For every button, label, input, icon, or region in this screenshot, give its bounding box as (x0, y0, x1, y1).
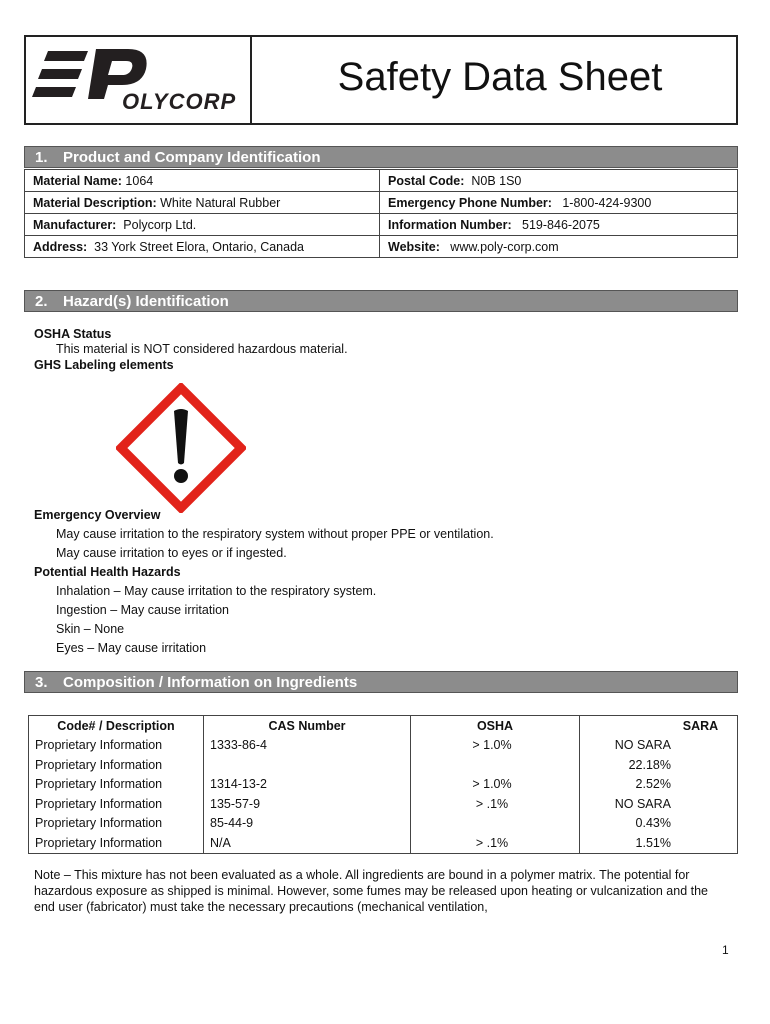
manufacturer-cell: Manufacturer: Polycorp Ltd. (25, 214, 380, 236)
title-cell (252, 37, 736, 123)
section-1-header (24, 146, 738, 168)
table-cell (411, 814, 580, 834)
information-number-cell: Information Number: 519-846-2075 (380, 214, 738, 236)
osha-status-heading: OSHA Status (34, 327, 112, 341)
document-header (24, 35, 738, 125)
health-line: Skin – None (56, 622, 125, 636)
polycorp-logo-icon (26, 37, 246, 123)
column-header: Code# / Description (29, 716, 204, 736)
table-cell: 135-57-9 (204, 794, 411, 814)
table-cell: Proprietary Information (29, 833, 204, 853)
table-cell: Proprietary Information (29, 775, 204, 795)
table-row (29, 833, 738, 853)
table-cell: 1.51% (580, 833, 738, 853)
table-cell: 22.18% (580, 755, 738, 775)
health-line: Ingestion – May cause irritation (56, 603, 230, 617)
table-cell (411, 755, 580, 775)
section-number: 2. (35, 293, 48, 310)
address-cell: Address: 33 York Street Elora, Ontario, Canada (25, 236, 380, 258)
page-number: 1 (722, 943, 729, 957)
emergency-line: May cause irritation to eyes or if ingested. (56, 546, 287, 560)
page-title: Safety Data Sheet (337, 54, 663, 99)
exclamation-mark-icon (116, 383, 246, 513)
osha-status-text: This material is NOT considered hazardous material. (56, 342, 348, 356)
table-row (29, 736, 738, 756)
section-3-header (24, 671, 738, 693)
table-row (29, 755, 738, 775)
table-cell: Proprietary Information (29, 814, 204, 834)
section-2-header (24, 290, 738, 312)
table-cell: Proprietary Information (29, 755, 204, 775)
postal-code-cell: Postal Code: N0B 1S0 (380, 170, 738, 192)
table-row (25, 192, 738, 214)
table-cell: > 1.0% (411, 736, 580, 756)
website-cell: Website: www.poly-corp.com (380, 236, 738, 258)
table-cell: 1333-86-4 (204, 736, 411, 756)
health-line: Inhalation – May cause irritation to the respiratory system. (56, 584, 377, 598)
table-cell: > .1% (411, 794, 580, 814)
table-row (25, 170, 738, 192)
table-cell: > 1.0% (411, 775, 580, 795)
table-cell: Proprietary Information (29, 794, 204, 814)
section-title: Hazard(s) Identification (63, 293, 229, 310)
section-title: Composition / Information on Ingredients (63, 674, 358, 691)
table-cell (204, 755, 411, 775)
table-cell: 1314-13-2 (204, 775, 411, 795)
emergency-overview-heading: Emergency Overview (34, 508, 161, 522)
table-cell: N/A (204, 833, 411, 853)
ghs-heading: GHS Labeling elements (34, 358, 174, 372)
table-cell: Proprietary Information (29, 736, 204, 756)
table-cell: > .1% (411, 833, 580, 853)
table-cell: 2.52% (580, 775, 738, 795)
table-row (29, 814, 738, 834)
table-row (25, 214, 738, 236)
composition-note: Note – This mixture has not been evaluated as a whole. All ingredients are bound in a polymer matrix. The potential for hazardous exposure as shipped is minimal. However, some fumes may be released upon heating or vulcanization and the end user (fabricator) must take the necessary precautions (mechanical ventilation, (34, 868, 708, 914)
table-cell: 85-44-9 (204, 814, 411, 834)
material-description-cell: Material Description: White Natural Rubber (25, 192, 380, 214)
health-line: Eyes – May cause irritation (56, 641, 207, 655)
table-cell: NO SARA (580, 736, 738, 756)
section-number: 1. (35, 149, 48, 166)
table-cell: 0.43% (580, 814, 738, 834)
column-header: SARA (580, 716, 738, 736)
material-name-cell: Material Name: 1064 (25, 170, 380, 192)
table-row (29, 794, 738, 814)
column-header: OSHA (411, 716, 580, 736)
health-hazards-heading: Potential Health Hazards (34, 565, 181, 579)
svg-text:OLYCORP: OLYCORP (122, 89, 237, 114)
composition-table (28, 715, 738, 854)
emergency-phone-cell: Emergency Phone Number: 1-800-424-9300 (380, 192, 738, 214)
company-logo (26, 37, 252, 123)
emergency-line: May cause irritation to the respiratory system without proper PPE or ventilation. (56, 527, 494, 541)
section-title: Product and Company Identification (63, 149, 321, 166)
table-row (25, 236, 738, 258)
section-number: 3. (35, 674, 48, 691)
identification-table (24, 169, 738, 258)
table-cell: NO SARA (580, 794, 738, 814)
table-row (29, 775, 738, 795)
table-header-row (29, 716, 738, 736)
column-header: CAS Number (204, 716, 411, 736)
